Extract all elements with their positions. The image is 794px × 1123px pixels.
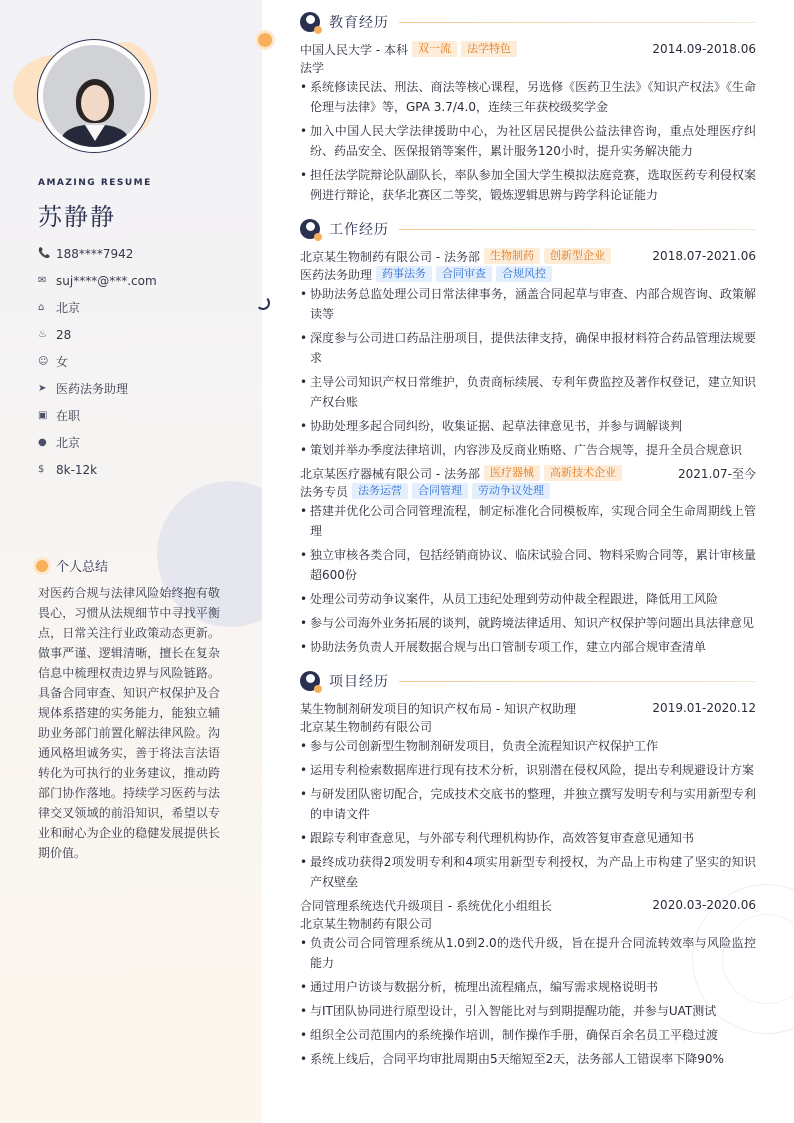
project-name: 合同管理系统迭代升级项目 - 系统优化小组组长 <box>300 898 552 913</box>
project-name: 某生物制剂研发项目的知识产权布局 - 知识产权助理 <box>300 701 576 716</box>
school-tag: 双一流 <box>412 41 457 57</box>
list-item: • 协助法务负责人开展数据合规与出口管制专项工作，建立内部合规审查清单 <box>300 637 756 657</box>
section-title: 项目经历 <box>329 674 389 690</box>
list-item: • 运用专利检索数据库进行现有技术分析，识别潜在侵权风险，提出专利规避设计方案 <box>300 760 756 780</box>
work-entry <box>300 247 756 460</box>
skill-tag: 合同管理 <box>412 483 468 499</box>
project-bullets <box>300 736 756 892</box>
skill-tag: 合规风控 <box>496 266 552 282</box>
section-title: 工作经历 <box>329 222 389 238</box>
skill-tag: 药事法务 <box>376 266 432 282</box>
list-item: • 系统上线后，合同平均审批周期由5天缩短至2天，法务部人工错误率下降90% <box>300 1049 756 1069</box>
info-item <box>38 267 157 294</box>
section-icon <box>300 12 320 32</box>
info-item <box>38 348 157 375</box>
list-item: • 组织全公司范围内的系统操作培训，制作操作手册，确保百余名员工平稳过渡 <box>300 1025 756 1045</box>
home-icon: ⌂ <box>38 302 45 313</box>
briefcase-icon: ▣ <box>38 410 48 421</box>
list-item: • 跟踪专利审查意见，与外部专利代理机构协作，高效答复审查意见通知书 <box>300 828 756 848</box>
section-title: 教育经历 <box>329 15 389 31</box>
list-item: • 深度参与公司进口药品注册项目，提供法律支持，确保申报材料符合药品管理法规要求 <box>300 328 756 368</box>
list-item: • 担任法学院辩论队副队长，率队参加全国大学生模拟法庭竞赛，选取医药专利侵权案例进行辩论，获华北赛区二等奖，锻炼逻辑思辨与跨学科论证能力 <box>300 165 756 205</box>
list-item: • 通过用户访谈与数据分析，梳理出流程痛点，编写需求规格说明书 <box>300 977 756 997</box>
work-bullets <box>300 284 756 460</box>
project-bullets <box>300 933 756 1069</box>
info-item <box>38 321 157 348</box>
list-item: • 加入中国人民大学法律援助中心，为社区居民提供公益法律咨询，重点处理医疗纠纷、药品安全、医保报销等案件，累计服务120小时，提升实务解决能力 <box>300 121 756 161</box>
section-header <box>300 10 756 34</box>
list-item: • 策划并举办季度法律培训，内容涉及反商业贿赂、广告合规等，提升全员合规意识 <box>300 440 756 460</box>
info-text: 在职 <box>56 409 81 423</box>
candidate-name: 苏静静 <box>38 203 116 231</box>
school-tag: 法学特色 <box>461 41 517 57</box>
education-entry <box>300 40 756 58</box>
salary-icon: $ <box>38 464 45 475</box>
summary-title: 个人总结 <box>56 560 109 575</box>
work-bullets <box>300 501 756 657</box>
company-tag: 高新技术企业 <box>544 465 622 481</box>
sidebar <box>0 0 262 1123</box>
job-role: 医药法务助理 <box>300 267 373 282</box>
company-name: 北京某医疗器械有限公司 - 法务部 <box>300 466 480 481</box>
main-content <box>300 10 756 1081</box>
company-tag: 生物制药 <box>484 248 540 264</box>
info-item <box>38 429 157 456</box>
work-entry <box>300 464 756 657</box>
list-item: • 负责公司合同管理系统从1.0到2.0的迭代升级，旨在提升合同流转效率与风险监控能力 <box>300 933 756 973</box>
list-item: • 最终成功获得2项发明专利和4项实用新型专利授权，为产品上市构建了坚实的知识产权壁垒 <box>300 852 756 892</box>
summary-text: 对医药合规与法律风险始终抱有敬畏心，习惯从法规细节中寻找平衡点，日常关注行业政策动态更新。做事严谨、逻辑清晰，擅长在复杂信息中梳理权责边界与风险链路。具备合同审查、知识产权保护及合规体系搭建的实务能力，能独立辅助业务部门前置化解法律风险。沟通风格坦诚务实，善于将法言法语转化为可执行的业务建议，推动跨部门协作落地。持续学习医药与法律交叉领域的前沿知识，希望以专业和耐心为企业的稳健发展提供长期价值。 <box>38 586 220 860</box>
list-item: • 搭建并优化公司合同管理流程，制定标准化合同模板库，实现合同全生命周期线上管理 <box>300 501 756 541</box>
work-date: 2018.07-2021.06 <box>652 249 756 263</box>
send-icon: ➤ <box>38 383 47 394</box>
decorative-arc <box>256 296 270 310</box>
info-item <box>38 456 157 483</box>
list-item: • 参与公司创新型生物制剂研发项目，负责全流程知识产权保护工作 <box>300 736 756 756</box>
resume-tagline: AMAZING RESUME <box>38 178 152 188</box>
info-item <box>38 375 157 402</box>
avatar <box>37 39 151 153</box>
company-tag: 医疗器械 <box>484 465 540 481</box>
gender-icon: ☺ <box>38 356 49 367</box>
list-item: • 与IT团队协同进行原型设计，引入智能比对与到期提醒功能，并参与UAT测试 <box>300 1001 756 1021</box>
list-item: • 协助法务总监处理公司日常法律事务，涵盖合同起草与审查、内部合规咨询、政策解读等 <box>300 284 756 324</box>
contact-info-list <box>38 240 157 483</box>
cake-icon: ♨ <box>38 329 47 340</box>
section-header <box>300 669 756 693</box>
info-text: 188****7942 <box>56 246 134 261</box>
project-section <box>300 669 756 1069</box>
info-item <box>38 240 157 267</box>
section-divider <box>399 229 756 230</box>
list-item: • 与研发团队密切配合，完成技术交底书的整理，并独立撰写发明专利与实用新型专利的申请文件 <box>300 784 756 824</box>
info-item <box>38 294 157 321</box>
list-item: • 系统修读民法、刑法、商法等核心课程，另选修《医药卫生法》《知识产权法》《生命伦理与法律》等，GPA 3.7/4.0，连续三年获校级奖学金 <box>300 77 756 117</box>
project-org: 北京某生物制药有限公司 <box>300 916 433 931</box>
job-role: 法务专员 <box>300 484 349 499</box>
project-date: 2020.03-2020.06 <box>652 898 756 912</box>
list-item: • 协助处理多起合同纠纷，收集证据、起草法律意见书，并参与调解谈判 <box>300 416 756 436</box>
info-text: 北京 <box>56 301 81 315</box>
section-divider <box>399 681 756 682</box>
project-org: 北京某生物制药有限公司 <box>300 719 433 734</box>
list-item: • 独立审核各类合同，包括经销商协议、临床试验合同、物料采购合同等，累计审核量超600份 <box>300 545 756 585</box>
skill-tag: 法务运营 <box>352 483 408 499</box>
project-entry <box>300 699 756 892</box>
project-date: 2019.01-2020.12 <box>652 701 756 715</box>
avatar-photo <box>43 45 145 147</box>
work-date: 2021.07-至今 <box>678 466 756 481</box>
education-date: 2014.09-2018.06 <box>652 42 756 56</box>
info-text: suj****@***.com <box>56 273 157 288</box>
project-entry <box>300 896 756 1069</box>
company-name: 北京某生物制药有限公司 - 法务部 <box>300 249 480 264</box>
info-text: 28 <box>56 327 72 342</box>
school-name: 中国人民大学 - 本科 <box>300 42 408 57</box>
section-header <box>300 217 756 241</box>
list-item: • 处理公司劳动争议案件，从员工违纪处理到劳动仲裁全程跟进，降低用工风险 <box>300 589 756 609</box>
phone-icon: 📞 <box>38 248 51 259</box>
section-divider <box>399 22 756 23</box>
education-section <box>300 10 756 205</box>
work-section <box>300 217 756 657</box>
skill-tag: 合同审查 <box>436 266 492 282</box>
bullet-dot-icon <box>36 560 48 572</box>
education-bullets <box>300 77 756 205</box>
info-text: 医药法务助理 <box>56 382 129 396</box>
info-item <box>38 402 157 429</box>
location-icon: ● <box>38 437 47 448</box>
section-icon <box>300 671 320 691</box>
major: 法学 <box>300 60 325 75</box>
section-icon <box>300 219 320 239</box>
info-text: 北京 <box>56 436 81 450</box>
list-item: • 主导公司知识产权日常维护，负责商标续展、专利年费监控及著作权登记，建立知识产权台账 <box>300 372 756 412</box>
mail-icon: ✉ <box>38 275 47 286</box>
info-text: 女 <box>56 355 69 369</box>
list-item: • 参与公司海外业务拓展的谈判，就跨境法律适用、知识产权保护等问题出具法律意见 <box>300 613 756 633</box>
company-tag: 创新型企业 <box>544 248 611 264</box>
decorative-dot <box>258 33 272 47</box>
info-text: 8k-12k <box>56 462 98 477</box>
skill-tag: 劳动争议处理 <box>472 483 550 499</box>
summary-header <box>36 556 108 575</box>
